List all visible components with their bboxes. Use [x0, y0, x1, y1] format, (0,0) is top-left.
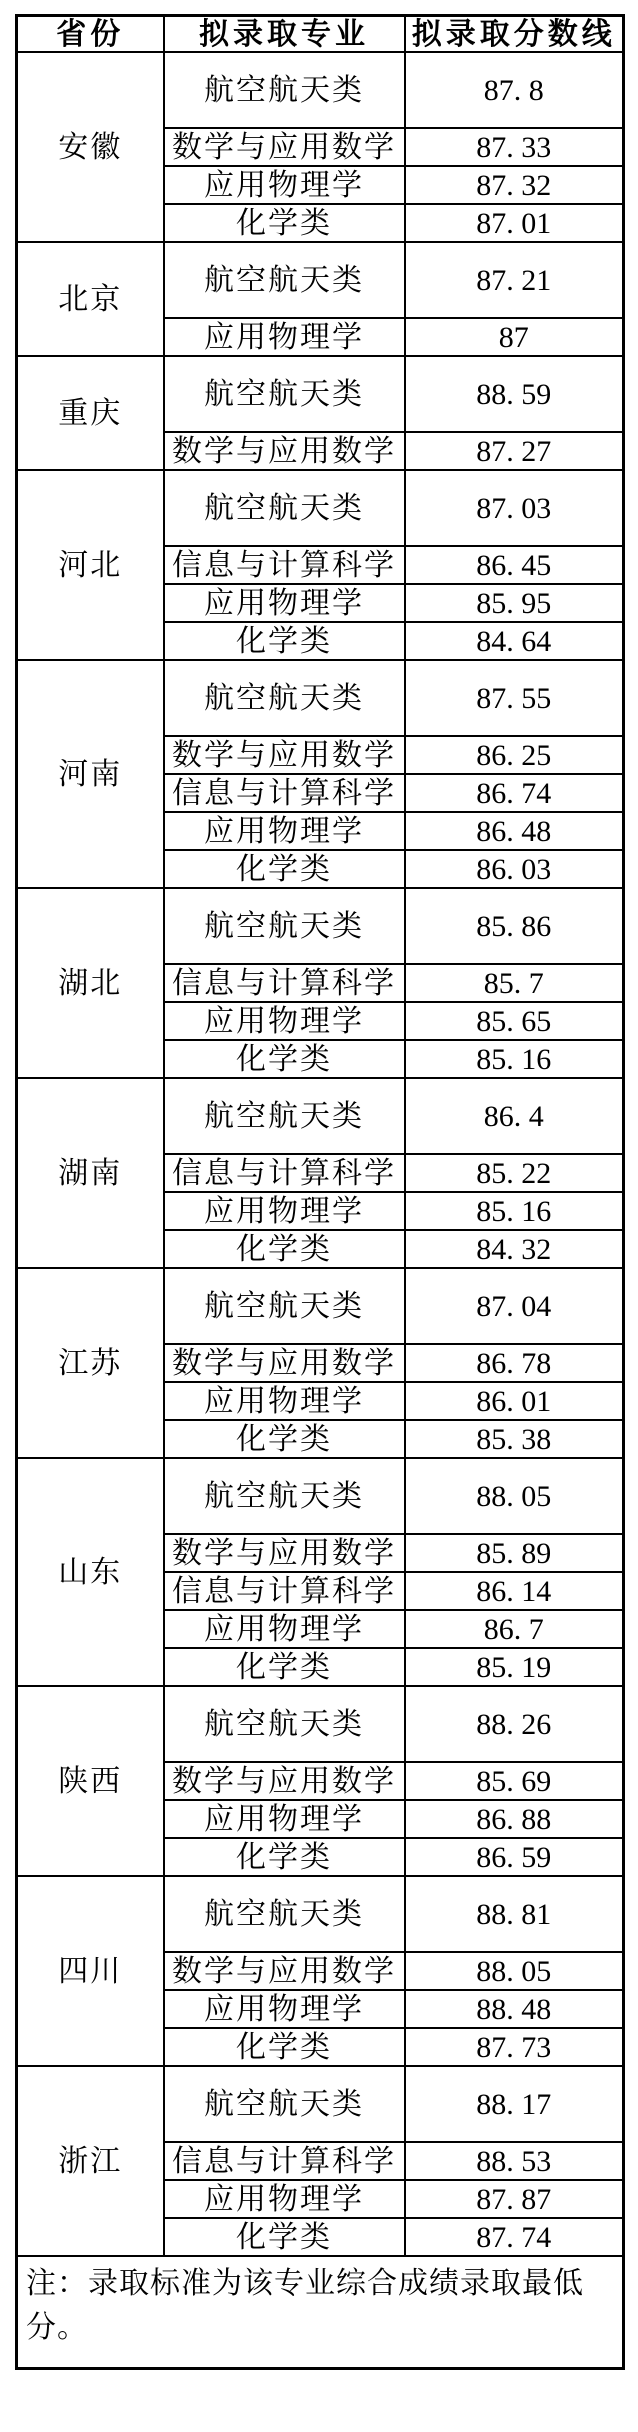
table-row	[17, 470, 624, 546]
major-cell: 航空航天类	[164, 1876, 405, 1952]
major-cell: 航空航天类	[164, 2066, 405, 2142]
major-cell: 化学类	[164, 204, 405, 242]
major-cell: 信息与计算科学	[164, 1572, 405, 1610]
table-row	[17, 888, 624, 964]
score-cell: 88. 48	[405, 1990, 624, 2028]
major-cell: 航空航天类	[164, 1078, 405, 1154]
score-cell: 87. 87	[405, 2180, 624, 2218]
major-cell: 应用物理学	[164, 1192, 405, 1230]
score-cell: 86. 7	[405, 1610, 624, 1648]
score-cell: 85. 19	[405, 1648, 624, 1686]
score-cell: 85. 89	[405, 1534, 624, 1572]
table-row	[17, 52, 624, 128]
score-cell: 86. 03	[405, 850, 624, 888]
table-footer	[17, 2256, 624, 2369]
score-cell: 87. 8	[405, 52, 624, 128]
major-cell: 数学与应用数学	[164, 736, 405, 774]
province-cell: 河南	[17, 660, 164, 888]
major-cell: 应用物理学	[164, 1610, 405, 1648]
province-cell: 安徽	[17, 52, 164, 242]
major-cell: 化学类	[164, 850, 405, 888]
major-cell: 信息与计算科学	[164, 1154, 405, 1192]
score-cell: 87. 03	[405, 470, 624, 546]
score-cell: 87. 27	[405, 432, 624, 470]
province-cell: 河北	[17, 470, 164, 660]
score-cell: 86. 59	[405, 1838, 624, 1876]
score-cell: 88. 05	[405, 1458, 624, 1534]
major-cell: 应用物理学	[164, 1990, 405, 2028]
score-cell: 85. 65	[405, 1002, 624, 1040]
major-cell: 航空航天类	[164, 1268, 405, 1344]
score-cell: 85. 22	[405, 1154, 624, 1192]
score-cell: 88. 05	[405, 1952, 624, 1990]
score-cell: 87. 73	[405, 2028, 624, 2066]
table-row	[17, 1686, 624, 1762]
score-cell: 88. 53	[405, 2142, 624, 2180]
major-cell: 信息与计算科学	[164, 546, 405, 584]
header-score: 拟录取分数线	[405, 16, 624, 53]
major-cell: 信息与计算科学	[164, 2142, 405, 2180]
score-cell: 85. 69	[405, 1762, 624, 1800]
major-cell: 航空航天类	[164, 356, 405, 432]
province-cell: 四川	[17, 1876, 164, 2066]
score-cell: 87. 32	[405, 166, 624, 204]
major-cell: 航空航天类	[164, 242, 405, 318]
score-cell: 86. 74	[405, 774, 624, 812]
score-cell: 88. 81	[405, 1876, 624, 1952]
score-cell: 86. 45	[405, 546, 624, 584]
major-cell: 应用物理学	[164, 1382, 405, 1420]
province-cell: 北京	[17, 242, 164, 356]
major-cell: 信息与计算科学	[164, 964, 405, 1002]
major-cell: 航空航天类	[164, 660, 405, 736]
major-cell: 数学与应用数学	[164, 432, 405, 470]
score-cell: 86. 48	[405, 812, 624, 850]
score-cell: 85. 86	[405, 888, 624, 964]
major-cell: 应用物理学	[164, 2180, 405, 2218]
score-cell: 88. 59	[405, 356, 624, 432]
score-cell: 88. 26	[405, 1686, 624, 1762]
table-row	[17, 356, 624, 432]
major-cell: 应用物理学	[164, 1800, 405, 1838]
score-cell: 86. 14	[405, 1572, 624, 1610]
note-row	[17, 2256, 624, 2369]
major-cell: 应用物理学	[164, 166, 405, 204]
score-cell: 85. 7	[405, 964, 624, 1002]
table-row	[17, 660, 624, 736]
score-cell: 86. 88	[405, 1800, 624, 1838]
score-cell: 87. 74	[405, 2218, 624, 2256]
table-row	[17, 1078, 624, 1154]
major-cell: 应用物理学	[164, 812, 405, 850]
major-cell: 应用物理学	[164, 1002, 405, 1040]
header-major: 拟录取专业	[164, 16, 405, 53]
major-cell: 化学类	[164, 1648, 405, 1686]
major-cell: 信息与计算科学	[164, 774, 405, 812]
score-cell: 87	[405, 318, 624, 356]
major-cell: 化学类	[164, 1420, 405, 1458]
table-row	[17, 2066, 624, 2142]
major-cell: 化学类	[164, 1838, 405, 1876]
score-cell: 87. 55	[405, 660, 624, 736]
major-cell: 数学与应用数学	[164, 1762, 405, 1800]
score-cell: 86. 4	[405, 1078, 624, 1154]
province-cell: 江苏	[17, 1268, 164, 1458]
province-cell: 湖南	[17, 1078, 164, 1268]
header-row	[17, 16, 624, 53]
score-cell: 86. 25	[405, 736, 624, 774]
province-cell: 重庆	[17, 356, 164, 470]
table-row	[17, 242, 624, 318]
province-cell: 陕西	[17, 1686, 164, 1876]
major-cell: 化学类	[164, 2028, 405, 2066]
major-cell: 航空航天类	[164, 888, 405, 964]
score-cell: 84. 32	[405, 1230, 624, 1268]
table-row	[17, 1458, 624, 1534]
score-cell: 86. 01	[405, 1382, 624, 1420]
admission-score-table	[15, 14, 625, 2370]
score-cell: 87. 33	[405, 128, 624, 166]
major-cell: 数学与应用数学	[164, 1534, 405, 1572]
major-cell: 数学与应用数学	[164, 128, 405, 166]
score-cell: 87. 04	[405, 1268, 624, 1344]
table-body	[17, 52, 624, 2256]
score-cell: 87. 01	[405, 204, 624, 242]
major-cell: 航空航天类	[164, 470, 405, 546]
table-row	[17, 1876, 624, 1952]
major-cell: 航空航天类	[164, 1686, 405, 1762]
score-cell: 85. 16	[405, 1040, 624, 1078]
table-header	[17, 16, 624, 53]
major-cell: 航空航天类	[164, 1458, 405, 1534]
major-cell: 数学与应用数学	[164, 1344, 405, 1382]
score-cell: 88. 17	[405, 2066, 624, 2142]
note-text: 注：录取标准为该专业综合成绩录取最低分。	[17, 2256, 624, 2369]
major-cell: 应用物理学	[164, 584, 405, 622]
major-cell: 数学与应用数学	[164, 1952, 405, 1990]
major-cell: 航空航天类	[164, 52, 405, 128]
major-cell: 化学类	[164, 2218, 405, 2256]
major-cell: 应用物理学	[164, 318, 405, 356]
score-cell: 87. 21	[405, 242, 624, 318]
score-cell: 85. 38	[405, 1420, 624, 1458]
province-cell: 山东	[17, 1458, 164, 1686]
score-cell: 85. 16	[405, 1192, 624, 1230]
province-cell: 湖北	[17, 888, 164, 1078]
score-cell: 84. 64	[405, 622, 624, 660]
header-province: 省份	[17, 16, 164, 53]
major-cell: 化学类	[164, 1230, 405, 1268]
province-cell: 浙江	[17, 2066, 164, 2256]
score-cell: 85. 95	[405, 584, 624, 622]
major-cell: 化学类	[164, 1040, 405, 1078]
table-row	[17, 1268, 624, 1344]
score-cell: 86. 78	[405, 1344, 624, 1382]
major-cell: 化学类	[164, 622, 405, 660]
